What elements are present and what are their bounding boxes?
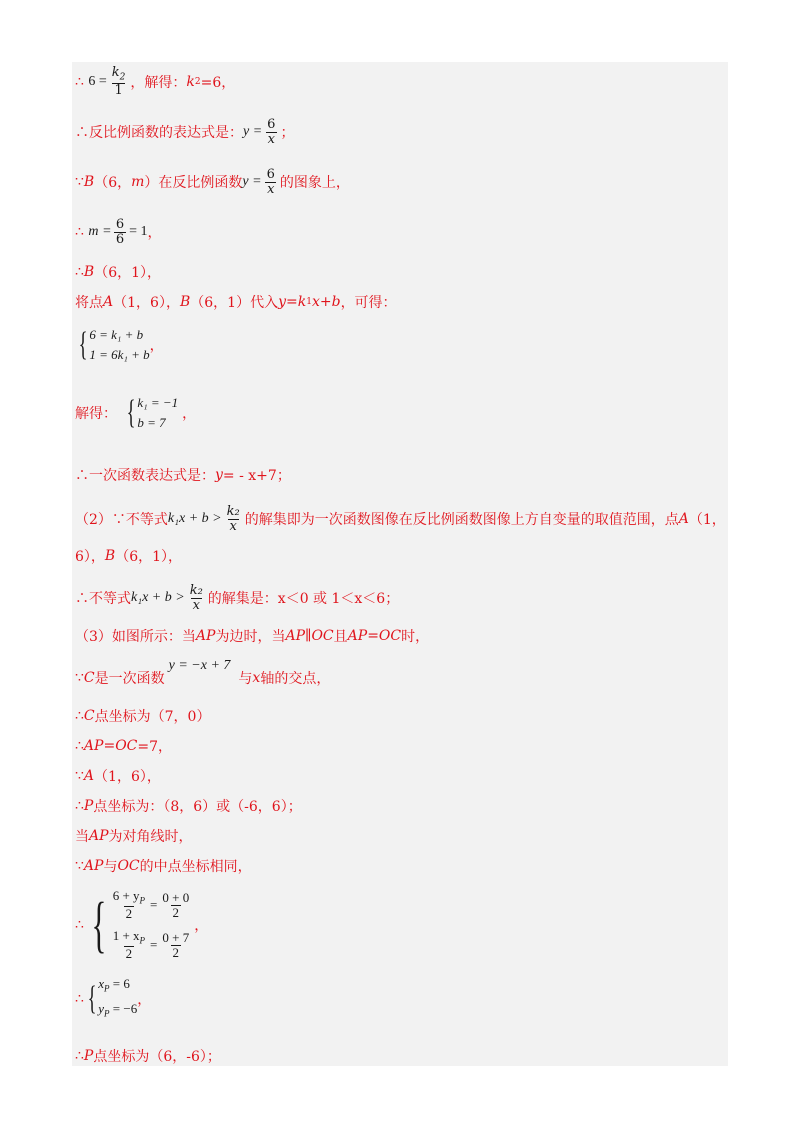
left-brace: { [78,326,88,363]
equation-system-1: { 6 = k₁ + b 1 = 6k₁ + b ， [78,326,164,363]
line-diagonal-case: 当 AP 为对角线时， [75,828,193,845]
line-m-value: ∴ m = $\frac{6}{6}$ = 1 ， [75,216,162,247]
line-part3-intro: （3）如图所示：当 AP 为边时，当 AP ∥ OC 且 AP = OC 时， [75,628,430,645]
equation-system-p: ∴ { $x_P = 6$ $y_P = -6$ ， [75,976,152,1019]
line-ap-oc: ∴ AP = OC =7， [75,738,173,755]
line-part2-points: 6）， B （6，1）， [75,548,183,565]
left-brace: { [91,891,107,959]
line-midpoint: ∵ AP 与 OC 的中点坐标相同， [75,858,252,875]
line-c-intersection: ∵ C 是一次函数 y = −x + 7 与 x 轴的交点， [75,658,331,687]
line-inverse-function: ∴反比例函数的表达式是： y = $\frac{6}{x}$ ； [75,116,295,147]
equation-system-solution: 解得： { k₁ = −1 b = 7 ， [75,394,197,431]
line-b-coords: ∴ B （6，1）， [75,264,162,281]
line-k2-solution: ∴ 6 = $\frac{k_2}{1}$ ，解得： k 2 =6， [75,65,236,99]
fraction: $\frac{k_2}{1}$ [111,65,126,99]
line-linear-function: ∴一次函数表达式是： y = - x+7； [75,467,291,484]
line-p-coords-edge: ∴ P 点坐标为：（8，6）或（-6，6）； [75,798,302,815]
left-brace: { [126,394,136,431]
line-part2-intro: （2）∵不等式 k₁x + b > $\frac{\text{k₂}}{x}$ 的解集即为一次函数图像在反比例函数图像上方自变量的取值范围，点 A （1， [75,503,726,534]
line-a-coords: ∵ A （1，6）， [75,768,161,785]
line-p-coords-diagonal: ∴ P 点坐标为（6，-6）； [75,1048,221,1065]
line-inequality-solution: ∴不等式 k₁x + b > $\frac{\text{k₂}}{x}$ 的解集是： x＜0 或 1＜x＜6； [75,582,400,613]
line-c-coords: ∴ C 点坐标为（7，0） [75,708,211,725]
equation-system-midpoint: ∴ { $\frac{6 + y_P}{2}$ = $\frac{0 + 0}{2}$ $\frac{1 + x_P}{2}$ = $\frac{0 + 7}{2}$ ， [75,888,209,962]
left-brace: { [87,980,97,1017]
line-substitute-points: 将点 A （1，6）， B （6，1）代入 y = k 1 x + b ，可得： [75,294,397,311]
line-b-on-graph: ∵ B （6， m ）在反比例函数 y = $\frac{6}{x}$ 的图象上， [75,166,350,197]
